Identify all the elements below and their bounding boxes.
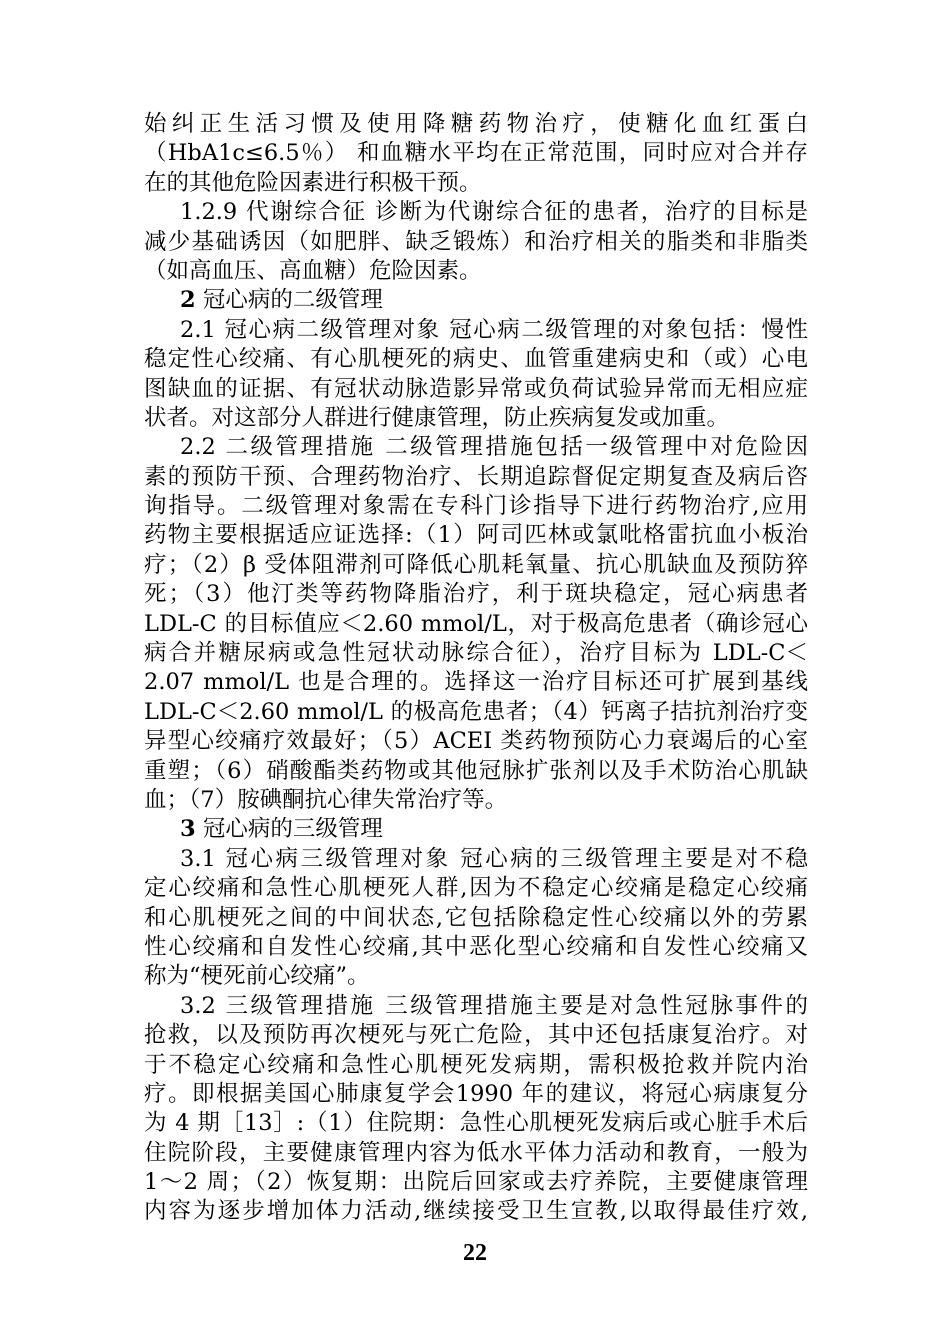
text-line: 减少基础诱因（如肥胖、缺乏锻炼）和治疗相关的脂类和非脂类: [144, 228, 808, 255]
text-line: 重塑；（6）硝酸酯类药物或其他冠脉扩张剂以及手术防治心肌缺: [144, 757, 808, 784]
page-number: 22: [463, 1240, 487, 1266]
text-line: 在的其他危险因素进行积极干预。: [144, 169, 482, 196]
text-line: LDL-C＜2.60 mmol/L 的极高危患者；（4）钙离子拮抗剂治疗变: [144, 698, 808, 725]
text-line: 1～2 周；（2）恢复期：出院后回家或去疗养院，主要健康管理: [144, 1169, 808, 1196]
section-number: 2: [180, 287, 196, 314]
text-line: 住院阶段，主要健康管理内容为低水平体力活动和教育，一般为: [144, 1139, 808, 1166]
text-line: 异型心绞痛疗效最好；（5）ACEI 类药物预防心力衰竭后的心室: [144, 728, 808, 755]
text-line: LDL-C 的目标值应＜2.60 mmol/L，对于极高危患者（确诊冠心: [144, 610, 808, 637]
text-line: （HbA1c≤6.5％） 和血糖水平均在正常范围，同时应对合并存: [144, 140, 808, 167]
text-line: （如高血压、高血糖）危险因素。: [144, 257, 482, 284]
text-line: 3.1 冠心病三级管理对象 冠心病的三级管理主要是对不稳: [180, 845, 808, 872]
text-line: 性心绞痛和自发性心绞痛,其中恶化型心绞痛和自发性心绞痛又: [144, 933, 808, 960]
text-line: 内容为逐步增加体力活动,继续接受卫生宣教,以取得最佳疗效,: [144, 1198, 808, 1225]
text-line: 2.1 冠心病二级管理对象 冠心病二级管理的对象包括：慢性: [180, 316, 808, 343]
section-heading: [144, 286, 808, 315]
text-line: 药物主要根据适应证选择:（1）阿司匹林或氯吡格雷抗血小板治: [144, 522, 808, 549]
section-title: 冠心病的三级管理: [202, 816, 383, 843]
text-line: 询指导。二级管理对象需在专科门诊指导下进行药物治疗,应用: [144, 493, 808, 520]
section-number: 3: [180, 816, 196, 843]
text-line: 疗。即根据美国心肺康复学会1990 年的建议，将冠心病康复分: [144, 1080, 808, 1107]
text-line: 血；（7）胺碘酮抗心律失常治疗等。: [144, 786, 508, 813]
text-line: 素的预防干预、合理药物治疗、长期追踪督促定期复查及病后咨: [144, 463, 808, 490]
text-line: 2.2 二级管理措施 二级管理措施包括一级管理中对危险因: [180, 434, 808, 461]
text-line: 为 4 期［13］:（1）住院期：急性心肌梗死发病后或心脏手术后: [144, 1110, 808, 1137]
text-line: 疗；（2）β 受体阻滞剂可降低心肌耗氧量、抗心肌缺血及预防猝: [144, 551, 808, 578]
text-line: 3.2 三级管理措施 三级管理措施主要是对急性冠脉事件的: [180, 992, 808, 1019]
text-line: 病合并糖尿病或急性冠状动脉综合征），治疗目标为 LDL-C＜: [144, 640, 808, 667]
section-heading: [144, 815, 808, 844]
document-body: [144, 110, 808, 1227]
text-line: 稳定性心绞痛、有心肌梗死的病史、血管重建病史和（或）心电: [144, 346, 808, 373]
text-line: 始纠正生活习惯及使用降糖药物治疗，使糖化血红蛋白: [144, 111, 808, 137]
text-line: 称为“梗死前心绞痛”。: [144, 963, 370, 990]
text-line: 死；（3）他汀类等药物降脂治疗，利于斑块稳定，冠心病患者: [144, 581, 808, 608]
text-line: 2.07 mmol/L 也是合理的。选择这一治疗目标还可扩展到基线: [144, 669, 808, 696]
text-line: 和心肌梗死之间的中间状态,它包括除稳定性心绞痛以外的劳累: [144, 904, 808, 931]
section-title: 冠心病的二级管理: [202, 287, 383, 314]
text-line: 1.2.9 代谢综合征 诊断为代谢综合征的患者，治疗的目标是: [180, 199, 808, 226]
text-line: 定心绞痛和急性心肌梗死人群,因为不稳定心绞痛是稳定心绞痛: [144, 875, 808, 902]
text-line: 于不稳定心绞痛和急性心肌梗死发病期，需积极抢救并院内治: [144, 1051, 808, 1078]
text-line: 抢救，以及预防再次梗死与死亡危险，其中还包括康复治疗。对: [144, 1022, 808, 1049]
text-line: 图缺血的证据、有冠状动脉造影异常或负荷试验异常而无相应症: [144, 375, 808, 402]
text-line: 状者。对这部分人群进行健康管理，防止疾病复发或加重。: [144, 404, 730, 431]
